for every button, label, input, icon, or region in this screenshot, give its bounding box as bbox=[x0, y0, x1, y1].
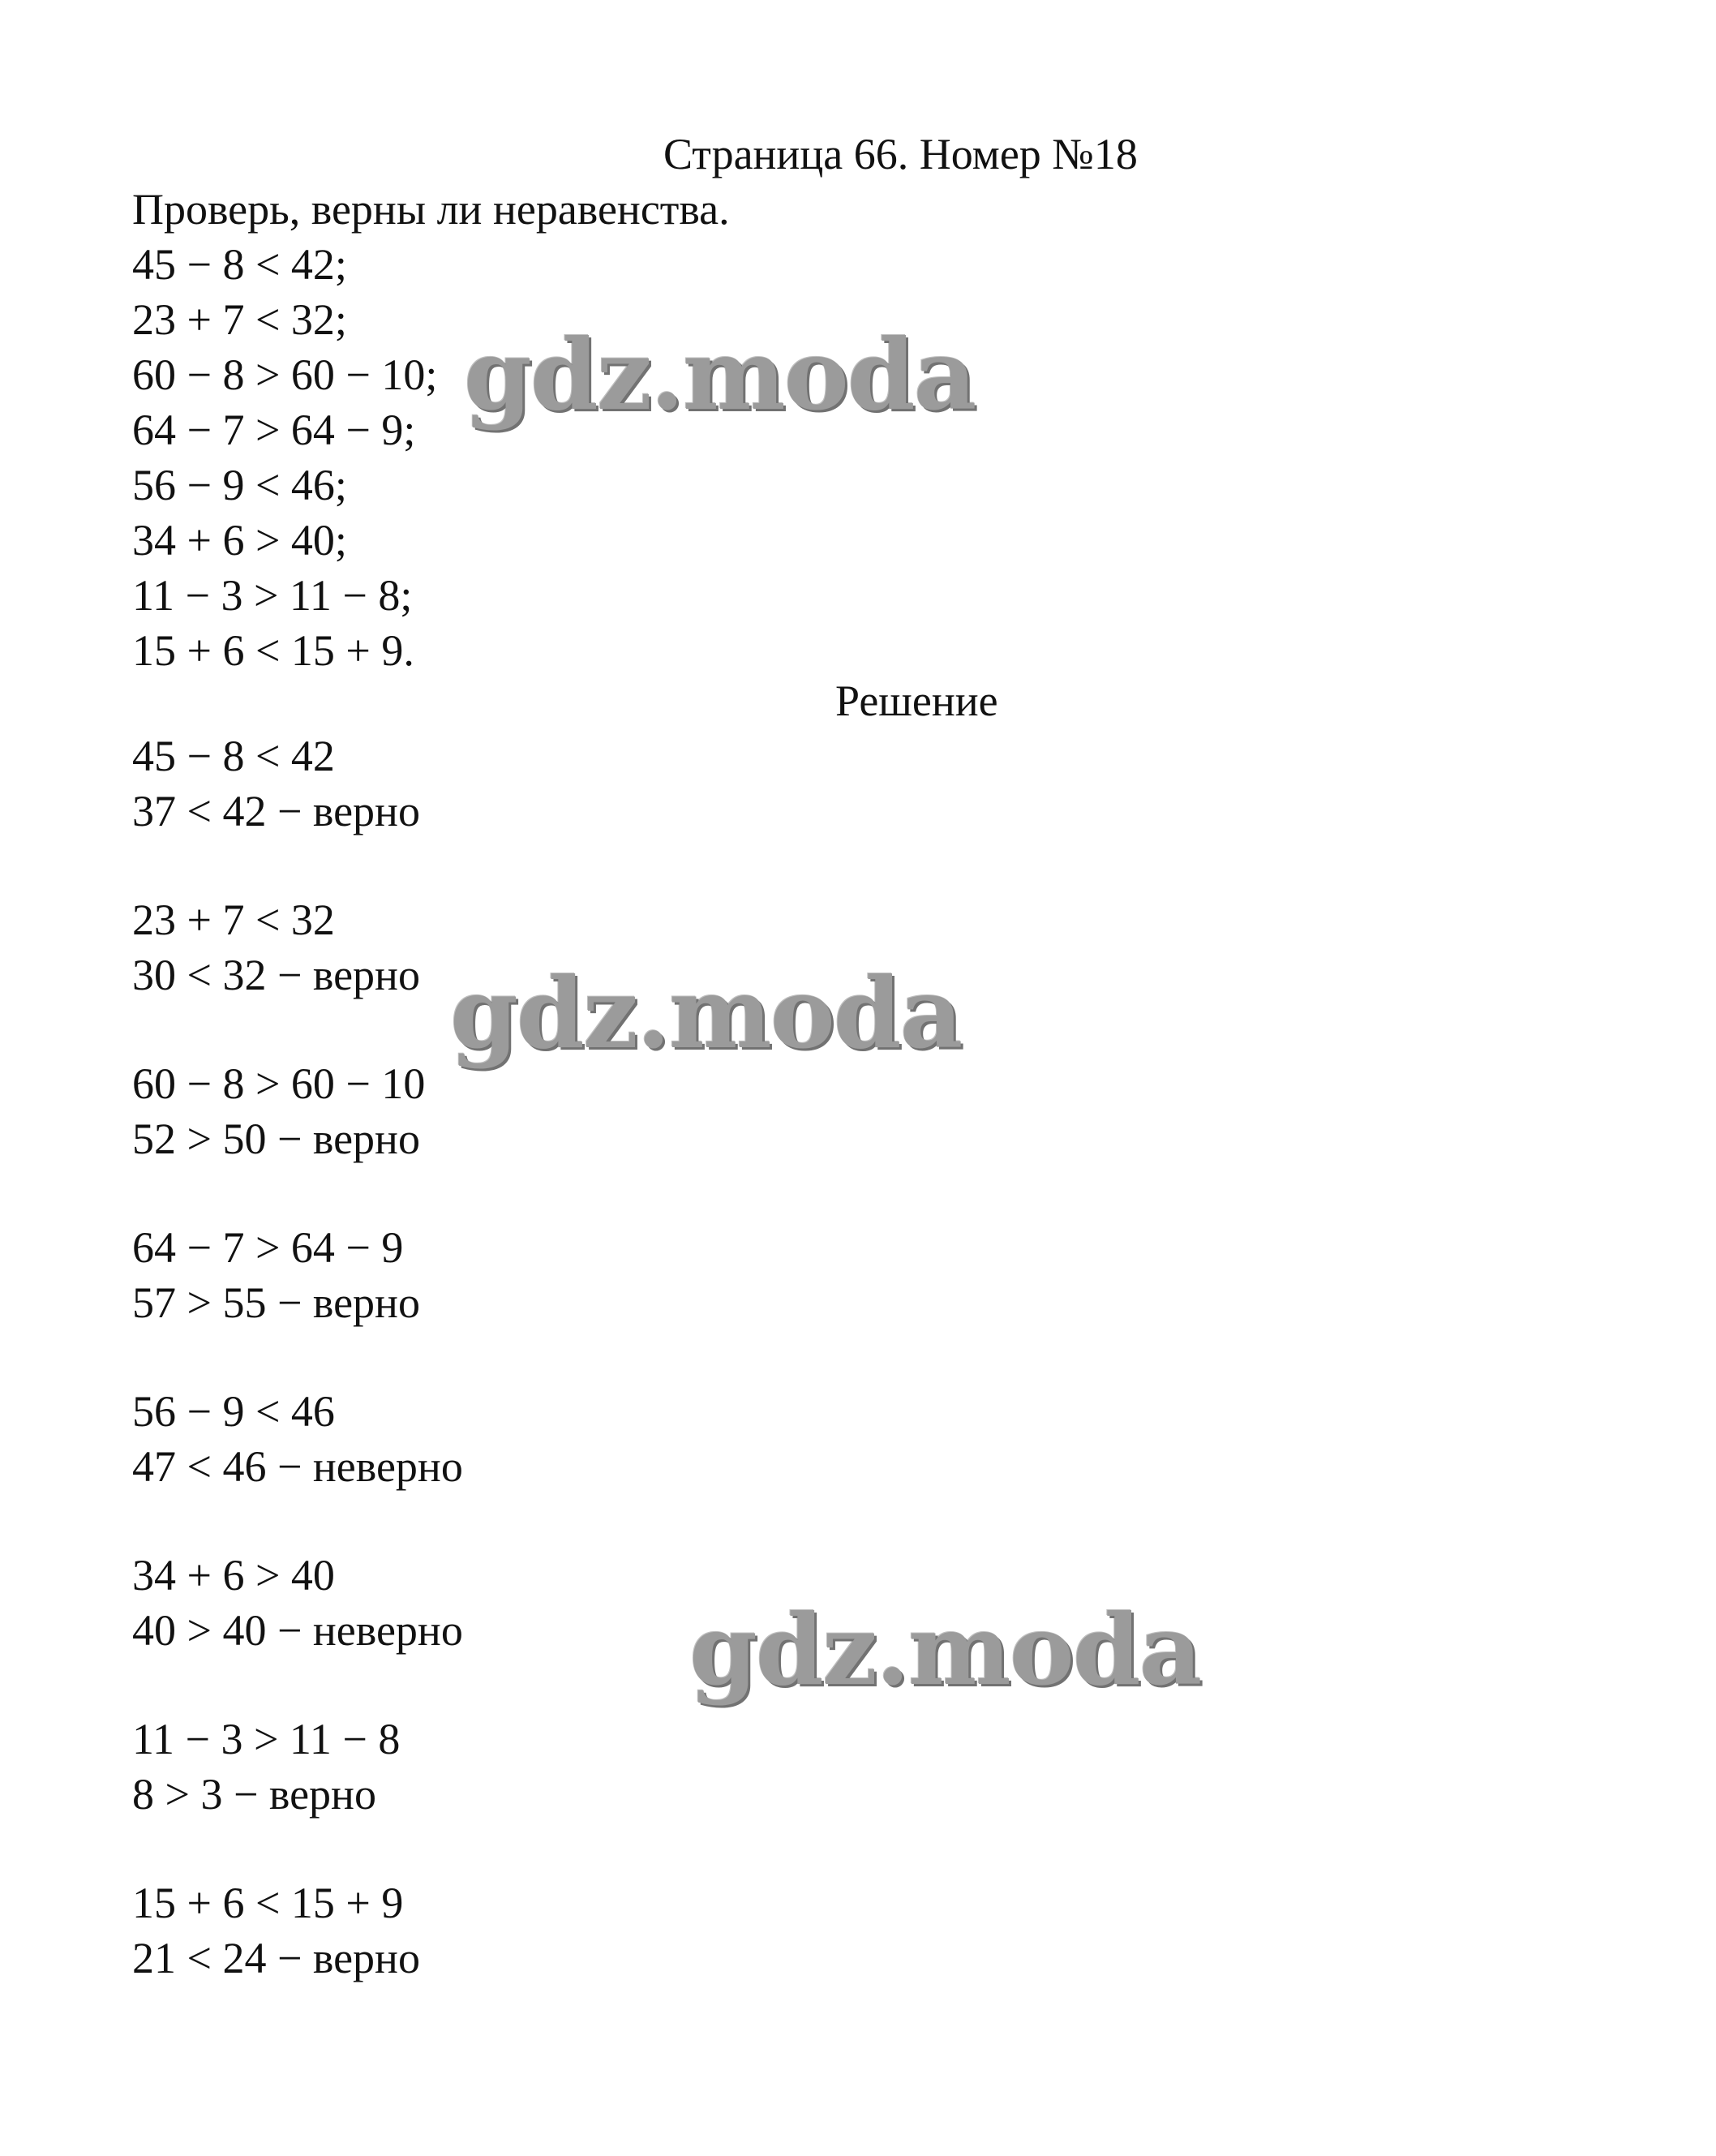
task-item: 45 − 8 < 42; bbox=[132, 240, 347, 289]
solution-result: 40 > 40 − неверно bbox=[132, 1606, 463, 1655]
task-item: 56 − 9 < 46; bbox=[132, 461, 347, 509]
solution-result: 52 > 50 − верно bbox=[132, 1115, 420, 1163]
solution-result: 47 < 46 − неверно bbox=[132, 1442, 463, 1491]
solution-expression: 34 + 6 > 40 bbox=[132, 1551, 335, 1600]
task-item: 64 − 7 > 64 − 9; bbox=[132, 406, 416, 454]
solution-result: 8 > 3 − верно bbox=[132, 1770, 376, 1819]
task-item: 34 + 6 > 40; bbox=[132, 516, 347, 565]
page-title: Страница 66. Номер №18 bbox=[663, 130, 1138, 178]
solution-expression: 23 + 7 < 32 bbox=[132, 895, 335, 944]
task-item: 11 − 3 > 11 − 8; bbox=[132, 571, 413, 620]
solution-result: 57 > 55 − верно bbox=[132, 1278, 420, 1327]
solution-expression: 64 − 7 > 64 − 9 bbox=[132, 1223, 404, 1272]
task-item: 15 + 6 < 15 + 9. bbox=[132, 626, 414, 675]
watermark: gdz.moda bbox=[450, 956, 962, 1071]
task-prompt: Проверь, верны ли неравенства. bbox=[132, 185, 730, 234]
watermark: gdz.moda bbox=[689, 1593, 1201, 1707]
solution-result: 30 < 32 − верно bbox=[132, 951, 420, 999]
solution-result: 21 < 24 − верно bbox=[132, 1934, 420, 1982]
solution-expression: 56 − 9 < 46 bbox=[132, 1387, 335, 1436]
solution-expression: 11 − 3 > 11 − 8 bbox=[132, 1715, 401, 1763]
solution-result: 37 < 42 − верно bbox=[132, 787, 420, 835]
solution-expression: 45 − 8 < 42 bbox=[132, 732, 335, 780]
solution-heading: Решение bbox=[835, 676, 998, 725]
solution-expression: 60 − 8 > 60 − 10 bbox=[132, 1059, 426, 1108]
solution-expression: 15 + 6 < 15 + 9 bbox=[132, 1879, 404, 1927]
task-item: 60 − 8 > 60 − 10; bbox=[132, 350, 438, 399]
watermark: gdz.moda bbox=[464, 318, 976, 432]
task-item: 23 + 7 < 32; bbox=[132, 295, 347, 344]
